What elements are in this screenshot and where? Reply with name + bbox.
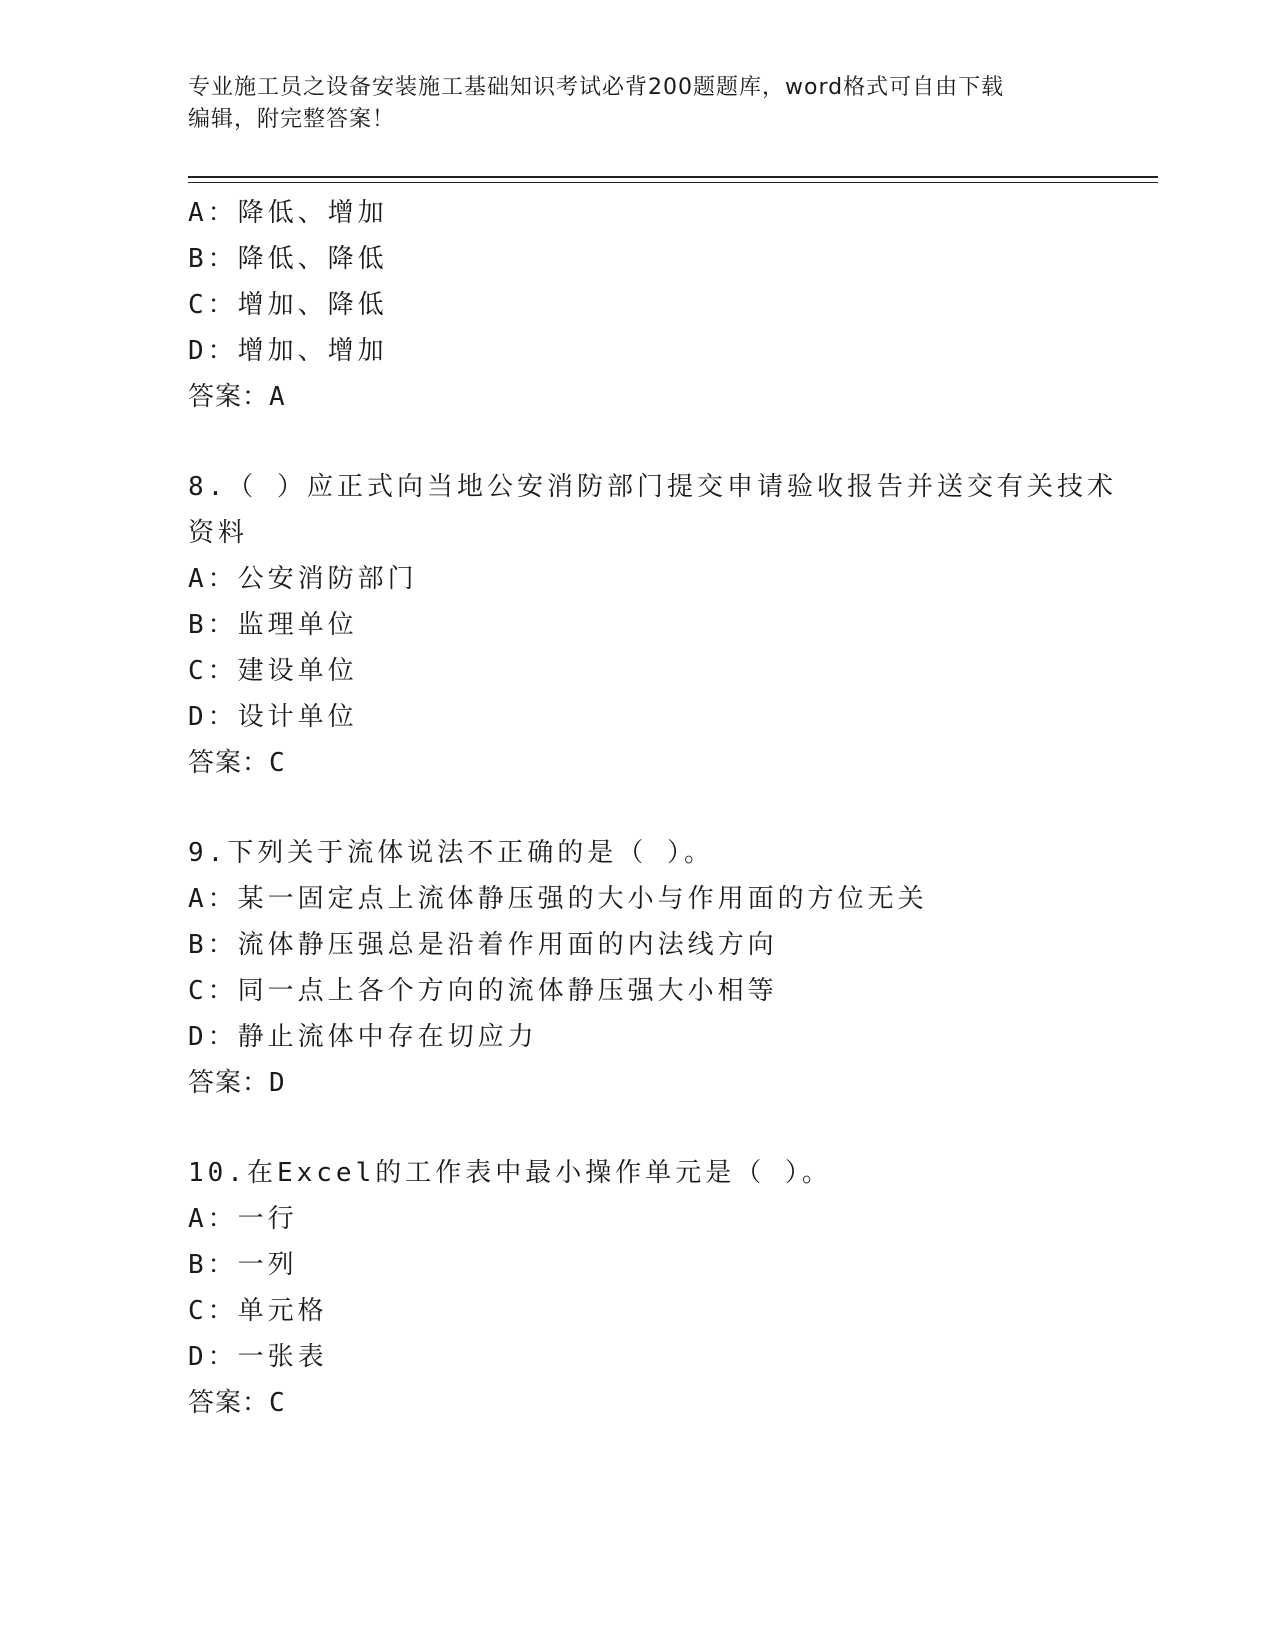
option-b: B：一列 — [188, 1250, 298, 1280]
option-c: C：建设单位 — [188, 656, 358, 686]
question-10 — [188, 1150, 1128, 1426]
question-8 — [188, 464, 1128, 786]
answer-line — [188, 1060, 1128, 1106]
option-b: B：降低、降低 — [188, 244, 388, 274]
answer-value: D — [269, 1068, 286, 1098]
option-b: B：流体静压强总是沿着作用面的内法线方向 — [188, 930, 778, 960]
answer-label: 答案： — [188, 1388, 270, 1418]
option-a: A：公安消防部门 — [188, 564, 418, 594]
answer-label: 答案： — [188, 382, 270, 412]
option-c: C：单元格 — [188, 1296, 328, 1326]
question-9 — [188, 830, 1128, 1106]
answer-label: 答案： — [188, 748, 270, 778]
question-text-line1: 9.下列关于流体说法不正确的是（ ）。 — [188, 838, 714, 868]
header-divider-thin — [188, 182, 1158, 183]
option-d: D：增加、增加 — [188, 336, 388, 366]
answer-line — [188, 374, 1128, 420]
answer-label: 答案： — [188, 1068, 270, 1098]
option-a: A：一行 — [188, 1204, 298, 1234]
question-text-line1: 8.（ ）应正式向当地公安消防部门提交申请验收报告并送交有关技术 — [188, 472, 1117, 502]
question-continued — [188, 190, 1128, 420]
option-c: C：增加、降低 — [188, 290, 388, 320]
document-header — [188, 72, 1088, 136]
option-d: D：设计单位 — [188, 702, 358, 732]
answer-line — [188, 740, 1128, 786]
header-divider — [188, 176, 1158, 178]
answer-value: C — [269, 748, 286, 778]
answer-value: C — [269, 1388, 286, 1418]
option-d: D：静止流体中存在切应力 — [188, 1022, 538, 1052]
option-c: C：同一点上各个方向的流体静压强大小相等 — [188, 976, 778, 1006]
answer-line — [188, 1380, 1128, 1426]
option-b: B：监理单位 — [188, 610, 358, 640]
header-title-line2: 编辑，附完整答案！ — [188, 107, 396, 132]
document-body — [188, 190, 1128, 1426]
answer-value: A — [269, 382, 286, 412]
header-title-line1: 专业施工员之设备安装施工基础知识考试必背200题题库，word格式可自由下载 — [188, 75, 1005, 100]
question-text-line1: 10.在Excel的工作表中最小操作单元是（ ）。 — [188, 1158, 832, 1188]
option-a: A：降低、增加 — [188, 198, 388, 228]
question-text-line2: 资料 — [188, 518, 249, 548]
option-a: A：某一固定点上流体静压强的大小与作用面的方位无关 — [188, 884, 928, 914]
option-d: D：一张表 — [188, 1342, 328, 1372]
